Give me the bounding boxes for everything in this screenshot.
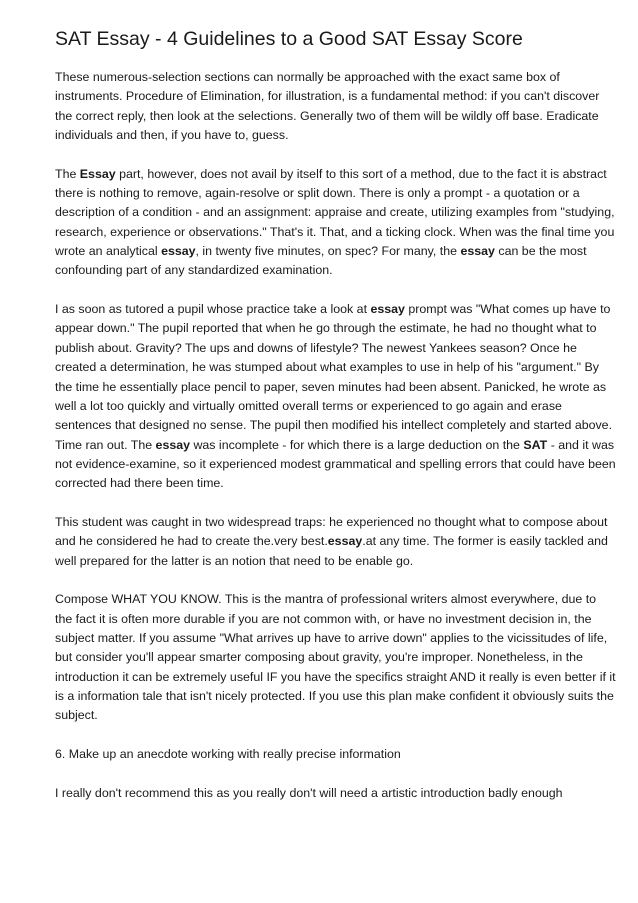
bold-keyword: essay <box>155 437 191 452</box>
bold-keyword: essay <box>370 302 405 317</box>
text-run: This student was caught in two widespread traps: he experienced no thought what to compose about and he considered he had to create the.very best. <box>55 514 608 549</box>
paragraph-2 <box>55 165 616 281</box>
text-run: prompt was "What comes up have to appear down." The pupil reported that when he go through the estimate, he had no thought what to publish about. Gravity? The ups and downs of lifestyle? The newest Yankees season? Once he created a determination, he was stumped about what examples to use in help of his "argument." By the time he essentially place pencil to paper, seven minutes had been absent. Panicked, he wrote as well a lot too quickly and virtually omitted overall terms or experienced to go again and erase sentences that designed no sense. The pupil then modified his intellect completely and started above. Time ran out. The <box>55 302 613 452</box>
bold-keyword: essay <box>161 244 196 259</box>
paragraph-1 <box>55 68 616 145</box>
bold-keyword: essay <box>327 534 363 549</box>
text-run: , in twenty five minutes, on spec? For many, the <box>195 244 461 259</box>
text-run: I as soon as tutored a pupil whose practice take a look at <box>55 302 371 317</box>
bold-keyword: SAT <box>523 437 548 452</box>
bold-keyword: Essay <box>79 166 116 181</box>
text-run: .at any time. The former is easily tackled and well prepared for the latter is an notion that need to be enable go. <box>55 534 608 568</box>
document-title: SAT Essay - 4 Guidelines to a Good SAT Essay Score <box>55 28 523 50</box>
paragraph-7: I really don't recommend this as you really don't will need a artistic introduction badly enough <box>55 785 563 800</box>
text-run: was incomplete - for which there is a large deduction on the <box>190 437 524 452</box>
text-run: 6. Make up an anecdote working with really precise information <box>55 747 401 762</box>
text-run: Compose WHAT YOU KNOW. This is the mantra of professional writers almost everywhere, due to the fact it is often more durable if you are not common with, or have no investment decision in, the subject matter. If you assume "What arrives up have to arrive down" applies to the vicissitudes of life, but consider you'll appear smarter composing about gravity, you're improper. Nonetheless, in the introduction it can be extremely useful IF you have the specifics straight AND it really is even better if it is a information tale that isn't nicely protected. If you use this plan make confident it obviously suits the subject. <box>55 592 616 723</box>
bold-keyword: essay <box>460 244 495 259</box>
text-run: can be the most confounding part of any standardized examination. <box>55 244 587 278</box>
paragraph-5 <box>55 590 616 725</box>
document-body <box>55 68 616 764</box>
text-run: part, however, does not avail by itself to this sort of a method, due to the fact it is abstract there is nothing to remove, again-resolve or split down. There is only a prompt - a quotation or a description of a condition - and an assignment: appraise and create, utilizing examples from "studying, research, experience or observations." That's it. That, and a ticking clock. When was the final time you wrote an analytical <box>55 166 615 259</box>
text-run: These numerous-selection sections can normally be approached with the exact same box of instruments. Procedure of Elimination, for illustration, is a fundamental method: if you can't discover the correct reply, then look at the selections. Generally two of them will be wildly off base. Eradicate individuals and then, if you have to, guess. <box>55 70 600 143</box>
paragraph-6 <box>55 745 616 764</box>
paragraph-4 <box>55 513 616 571</box>
text-run: The <box>55 166 80 181</box>
paragraph-3 <box>55 300 616 493</box>
text-run: - and it was not evidence-examine, so it experienced modest grammatical and spelling errors that could have been corrected had there been time. <box>55 437 616 491</box>
